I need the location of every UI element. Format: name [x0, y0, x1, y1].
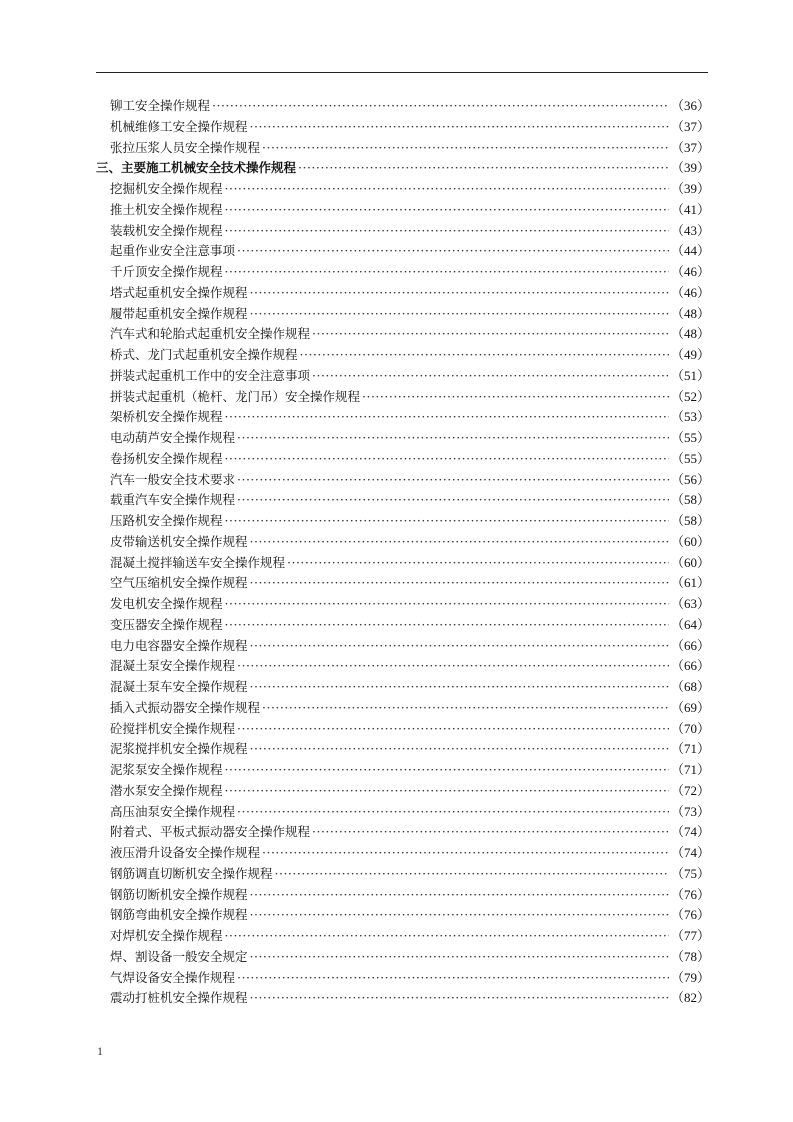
toc-entry-title: 混凝土搅拌输送车安全操作规程	[110, 554, 286, 570]
toc-entry-title: 桥式、龙门式起重机安全操作规程	[110, 347, 298, 362]
toc-leader-dots	[262, 843, 669, 864]
toc-entry-title: 挖掘机安全操作规程	[110, 181, 223, 196]
toc-entry[interactable]	[96, 864, 710, 885]
header-rule	[96, 72, 708, 73]
toc-entry-title: 高压油泵安全操作规程	[110, 803, 236, 819]
toc-entry-title: 拼装式起重机工作中的安全注意事项	[110, 367, 311, 383]
toc-leader-dots	[312, 366, 669, 387]
toc-leader-dots	[250, 739, 669, 760]
toc-entry-page: （74）	[670, 824, 710, 840]
toc-entry-title: 钢筋调直切断机安全操作规程	[110, 865, 273, 881]
toc-leader-dots	[237, 656, 669, 677]
toc-section-heading[interactable]	[96, 158, 710, 179]
toc-entry[interactable]	[96, 822, 710, 843]
toc-leader-dots	[250, 677, 669, 698]
toc-entry-title: 压路机安全操作规程	[110, 513, 223, 528]
toc-entry-title: 钢筋切断机安全操作规程	[110, 886, 248, 902]
toc-entry[interactable]	[96, 677, 710, 698]
toc-leader-dots	[250, 304, 669, 325]
toc-entry-title: 空气压缩机安全操作规程	[110, 575, 248, 591]
toc-entry-title: 架桥机安全操作规程	[110, 409, 223, 425]
toc-entry-page: （71）	[670, 762, 710, 777]
toc-entry-page: （36）	[670, 98, 710, 113]
toc-entry-page: （55）	[670, 450, 710, 466]
toc-entry[interactable]	[96, 449, 710, 470]
toc-entry[interactable]	[96, 241, 710, 262]
toc-entry-page: （78）	[670, 948, 710, 964]
toc-entry[interactable]	[96, 428, 710, 449]
toc-entry-page: （44）	[670, 243, 710, 259]
toc-entry[interactable]	[96, 905, 710, 926]
toc-entry-page: （63）	[670, 596, 710, 611]
toc-leader-dots	[225, 760, 669, 781]
toc-leader-dots	[250, 283, 669, 304]
toc-entry-page: （48）	[670, 305, 710, 321]
toc-entry-title: 皮带输送机安全操作规程	[110, 533, 248, 549]
toc-entry-title: 砼搅拌机安全操作规程	[110, 720, 236, 736]
toc-leader-dots	[300, 345, 669, 366]
toc-entry-page: （76）	[670, 886, 710, 902]
toc-entry[interactable]	[96, 324, 710, 345]
toc-leader-dots	[225, 221, 669, 242]
toc-leader-dots	[237, 470, 669, 491]
toc-entry-page: （55）	[670, 430, 710, 445]
table-of-contents	[96, 96, 710, 1009]
toc-leader-dots	[362, 387, 669, 408]
toc-leader-dots	[237, 968, 669, 989]
toc-entry[interactable]	[96, 262, 710, 283]
toc-leader-dots	[250, 636, 669, 657]
toc-leader-dots	[312, 822, 669, 843]
toc-entry[interactable]	[96, 739, 710, 760]
toc-leader-dots	[237, 719, 669, 740]
toc-leader-dots	[250, 988, 669, 1009]
toc-entry-page: （79）	[670, 969, 710, 985]
toc-entry[interactable]	[96, 407, 710, 428]
toc-entry-page: （58）	[670, 513, 710, 528]
toc-entry-title: 推土机安全操作规程	[110, 201, 223, 217]
toc-entry[interactable]	[96, 179, 710, 200]
toc-leader-dots	[250, 573, 669, 594]
toc-entry-page: （52）	[670, 388, 710, 404]
toc-entry-page: （66）	[670, 658, 710, 674]
toc-entry-page: （73）	[670, 803, 710, 819]
toc-entry-title: 履带起重机安全操作规程	[110, 305, 248, 321]
toc-entry[interactable]	[96, 304, 710, 325]
toc-entry-page: （37）	[670, 118, 710, 134]
toc-entry-title: 汽车一般安全技术要求	[110, 471, 236, 487]
toc-entry[interactable]	[96, 96, 710, 117]
toc-entry[interactable]	[96, 968, 710, 989]
toc-entry-page: （77）	[670, 928, 710, 943]
toc-leader-dots	[212, 96, 669, 117]
toc-entry-page: （82）	[670, 990, 710, 1006]
toc-entry[interactable]	[96, 532, 710, 553]
toc-entry-page: （39）	[670, 181, 710, 196]
toc-entry-title: 电力电容器安全操作规程	[110, 637, 248, 653]
toc-entry-title: 插入式振动器安全操作规程	[110, 699, 261, 715]
toc-leader-dots	[262, 698, 669, 719]
toc-leader-dots	[237, 802, 669, 823]
toc-entry[interactable]	[96, 781, 710, 802]
toc-leader-dots	[225, 262, 669, 283]
toc-entry-page: （61）	[670, 575, 710, 591]
toc-entry-title: 混凝土泵车安全操作规程	[110, 679, 248, 694]
toc-entry[interactable]	[96, 988, 710, 1009]
toc-leader-dots	[225, 781, 669, 802]
toc-entry-page: （64）	[670, 616, 710, 632]
toc-entry-page: （48）	[670, 326, 710, 342]
toc-entry-page: （46）	[670, 284, 710, 300]
toc-entry[interactable]	[96, 345, 710, 366]
toc-entry-page: （71）	[670, 741, 710, 757]
toc-entry-title: 汽车式和轮胎式起重机安全操作规程	[110, 326, 311, 342]
toc-entry-title: 变压器安全操作规程	[110, 616, 223, 632]
toc-leader-dots	[237, 428, 669, 449]
toc-leader-dots	[250, 117, 669, 138]
toc-entry-page: （66）	[670, 637, 710, 653]
toc-entry-page: （70）	[670, 720, 710, 736]
toc-entry-title: 拼装式起重机（桅杆、龙门吊）安全操作规程	[110, 388, 361, 404]
toc-entry[interactable]	[96, 117, 710, 138]
toc-entry-page: （37）	[670, 139, 710, 155]
toc-entry-title: 焊、割设备一般安全规定	[110, 948, 248, 964]
toc-entry-title: 卷扬机安全操作规程	[110, 450, 223, 466]
toc-entry-page: （75）	[670, 865, 710, 881]
toc-leader-dots	[225, 511, 669, 532]
toc-entry-title: 发电机安全操作规程	[110, 596, 223, 611]
toc-leader-dots	[225, 200, 669, 221]
toc-entry-title: 混凝土泵安全操作规程	[110, 658, 236, 674]
toc-leader-dots	[262, 138, 669, 159]
toc-entry-page: （68）	[670, 679, 710, 694]
toc-leader-dots	[225, 449, 669, 470]
toc-entry-title: 泥浆泵安全操作规程	[110, 762, 223, 777]
toc-entry-title: 钢筋弯曲机安全操作规程	[110, 907, 248, 923]
toc-entry-title: 附着式、平板式振动器安全操作规程	[110, 824, 311, 840]
toc-entry-title: 装载机安全操作规程	[110, 222, 223, 238]
toc-entry-title: 铆工安全操作规程	[110, 98, 211, 113]
toc-entry[interactable]	[96, 573, 710, 594]
toc-entry-page: （53）	[670, 409, 710, 425]
toc-leader-dots	[250, 885, 669, 906]
toc-entry[interactable]	[96, 947, 710, 968]
toc-leader-dots	[237, 490, 669, 511]
toc-entry-page: （76）	[670, 907, 710, 923]
toc-entry-title: 张拉压浆人员安全操作规程	[110, 139, 261, 155]
toc-entry[interactable]	[96, 283, 710, 304]
toc-entry[interactable]	[96, 387, 710, 408]
toc-leader-dots	[312, 324, 669, 345]
toc-entry-page: （72）	[670, 782, 710, 798]
toc-entry-title: 千斤顶安全操作规程	[110, 264, 223, 279]
toc-entry-page: （58）	[670, 492, 710, 508]
toc-entry[interactable]	[96, 760, 710, 781]
toc-entry[interactable]	[96, 511, 710, 532]
toc-entry[interactable]	[96, 802, 710, 823]
toc-entry-title: 泥浆搅拌机安全操作规程	[110, 741, 248, 757]
toc-leader-dots	[237, 241, 669, 262]
toc-entry-title: 潜水泵安全操作规程	[110, 782, 223, 798]
toc-entry[interactable]	[96, 490, 710, 511]
toc-leader-dots	[298, 158, 669, 179]
toc-entry-title: 电动葫芦安全操作规程	[110, 430, 236, 445]
toc-entry[interactable]	[96, 926, 710, 947]
toc-entry[interactable]	[96, 138, 710, 159]
toc-entry-page: （41）	[670, 201, 710, 217]
toc-entry[interactable]	[96, 200, 710, 221]
toc-entry[interactable]	[96, 698, 710, 719]
toc-entry[interactable]	[96, 553, 710, 574]
page-number: 1	[97, 1044, 103, 1058]
toc-leader-dots	[287, 553, 669, 574]
toc-entry[interactable]	[96, 719, 710, 740]
toc-entry[interactable]	[96, 636, 710, 657]
toc-entry-title: 塔式起重机安全操作规程	[110, 284, 248, 300]
toc-entry[interactable]	[96, 366, 710, 387]
toc-entry-title: 三、主要施工机械安全技术操作规程	[96, 160, 297, 176]
toc-entry-page: （46）	[670, 264, 710, 279]
toc-entry-page: （51）	[670, 367, 710, 383]
toc-leader-dots	[225, 926, 669, 947]
toc-entry-title: 液压滑升设备安全操作规程	[110, 845, 261, 860]
toc-entry-title: 载重汽车安全操作规程	[110, 492, 236, 508]
toc-entry[interactable]	[96, 594, 710, 615]
toc-leader-dots	[275, 864, 669, 885]
toc-entry-title: 机械维修工安全操作规程	[110, 118, 248, 134]
toc-entry-title: 气焊设备安全操作规程	[110, 969, 236, 985]
toc-leader-dots	[250, 532, 669, 553]
toc-entry[interactable]	[96, 615, 710, 636]
toc-leader-dots	[250, 905, 669, 926]
toc-leader-dots	[225, 179, 669, 200]
toc-entry[interactable]	[96, 656, 710, 677]
toc-entry-page: （49）	[670, 347, 710, 362]
toc-entry[interactable]	[96, 843, 710, 864]
toc-leader-dots	[225, 615, 669, 636]
toc-leader-dots	[250, 947, 669, 968]
toc-entry-page: （74）	[670, 845, 710, 860]
toc-entry-page: （60）	[670, 554, 710, 570]
toc-entry-page: （39）	[670, 160, 710, 176]
toc-entry-page: （69）	[670, 699, 710, 715]
toc-leader-dots	[225, 594, 669, 615]
toc-leader-dots	[225, 407, 669, 428]
toc-entry-title: 起重作业安全注意事项	[110, 243, 236, 259]
toc-entry[interactable]	[96, 221, 710, 242]
toc-entry[interactable]	[96, 470, 710, 491]
toc-entry[interactable]	[96, 885, 710, 906]
toc-entry-title: 震动打桩机安全操作规程	[110, 990, 248, 1006]
toc-entry-page: （43）	[670, 222, 710, 238]
toc-entry-page: （60）	[670, 533, 710, 549]
toc-entry-title: 对焊机安全操作规程	[110, 928, 223, 943]
toc-entry-page: （56）	[670, 471, 710, 487]
